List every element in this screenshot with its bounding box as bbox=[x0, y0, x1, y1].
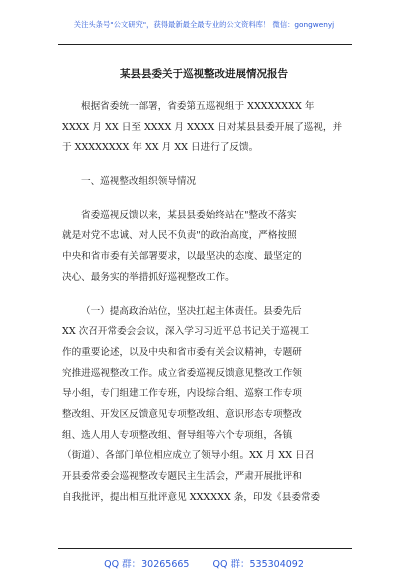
intro-line: 根据省委统一部署，省委第五巡视组于 XXXXXXXX 年 bbox=[81, 101, 315, 112]
paragraph-line: 决心、最务实的举措抓好巡视整改工作。 bbox=[62, 271, 235, 283]
qq-group-2: QQ 群：535304092 bbox=[212, 559, 304, 570]
document-body bbox=[62, 97, 346, 508]
paragraph-line: 中央和省市委有关部署要求，以最坚决的态度、最坚定的 bbox=[62, 251, 302, 263]
paragraph-line: 开县委常委会巡视整改专题民主生活会，严肃开展批评和 bbox=[62, 471, 302, 482]
paragraph-line: （街道）、各部门单位相应成立了领导小组。XX 月 XX 日召 bbox=[62, 450, 315, 462]
paragraph-line: （一）提高政治站位，坚决扛起主体责任。县委先后 bbox=[81, 305, 302, 317]
header-divider bbox=[58, 44, 352, 45]
footer-divider bbox=[58, 548, 352, 549]
paragraph-line: XX 次召开常委会会议，深入学习习近平总书记关于巡视工 bbox=[62, 326, 309, 338]
paragraph-line: 导小组，专门组建工作专班，内设综合组、巡察工作专项 bbox=[62, 388, 302, 400]
intro-line: 于 XXXXXXXX 年 XX 月 XX 日进行了反馈。 bbox=[62, 142, 259, 154]
paragraph-line: 究推进巡视整改工作。成立省委巡视反馈意见整改工作领 bbox=[62, 367, 302, 379]
document-title: 某县县委关于巡视整改进展情况报告 bbox=[120, 68, 288, 80]
paragraph-line: 整改组、开发区反馈意见专项整改组、意识形态专项整改 bbox=[62, 408, 302, 420]
intro-line: XXXX 月 XX 日至 XXXX 月 XXXX 日对某县县委开展了巡视，并 bbox=[62, 121, 343, 133]
header-banner: 关注头条号"公文研究"，获得最新最全最专业的公文资料库！ 微信：gongwenyj bbox=[73, 20, 335, 29]
paragraph-line: 作的重要论述，以及中央和省市委有关会议精神，专题研 bbox=[62, 346, 302, 358]
paragraph-line: 就是对党不忠诚、对人民不负责"的政治高度，严格按照 bbox=[62, 230, 297, 242]
section-heading: 一、巡视整改组织领导情况 bbox=[81, 176, 197, 188]
paragraph-line: 自我批评，提出相互批评意见 XXXXXX 条，印发《县委常委 bbox=[62, 491, 321, 503]
paragraph-line: 省委巡视反馈以来，某县县委始终站在"整改不落实 bbox=[81, 209, 297, 221]
footer bbox=[0, 556, 408, 570]
paragraph-line: 组、选人用人专项整改组、督导组等六个专项组，各镇 bbox=[62, 429, 293, 441]
qq-group-1: QQ 群：30265665 bbox=[104, 559, 190, 570]
